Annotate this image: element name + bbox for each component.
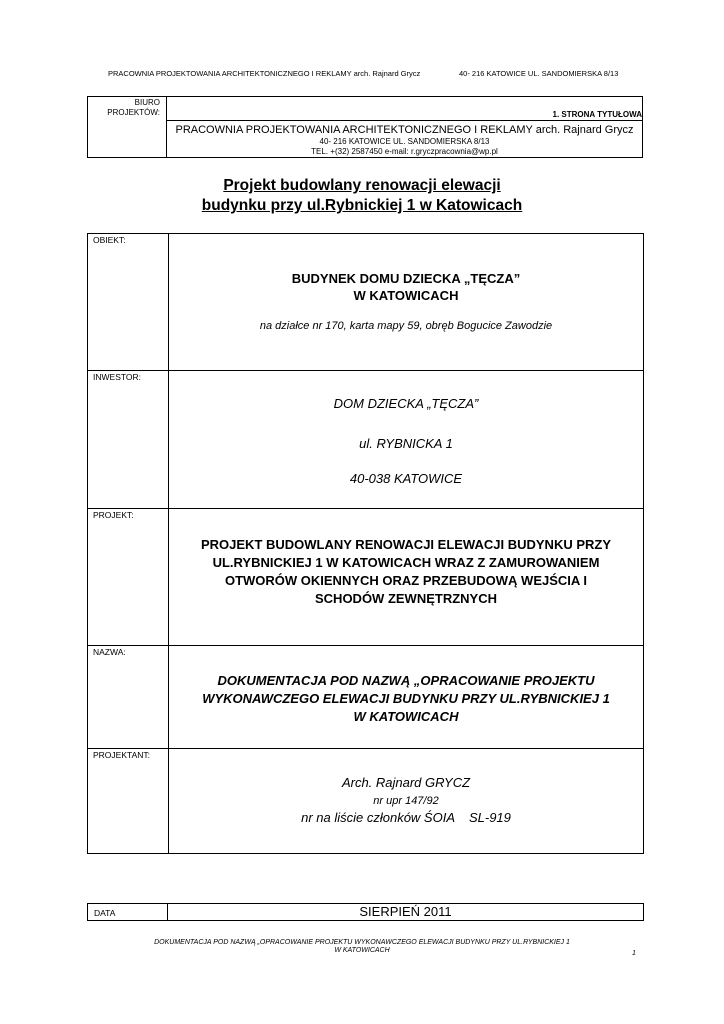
document-title-line1: Projekt budowlany renowacji elewacji [223,177,501,194]
nazwa-line2: WYKONAWCZEGO ELEWACJI BUDYNKU PRZY UL.RYBNICKIEJ 1 [202,691,610,706]
projektant-license: nr upr 147/92 [373,795,439,807]
bureau-table [87,96,643,158]
bureau-label-line1: BIURO [134,98,160,107]
nazwa-line3: W KATOWICACH [353,709,459,724]
footer-line2: W KATOWICACH [334,947,390,954]
obiekt-line2: W KATOWICACH [353,288,459,303]
inwestor-name: DOM DZIECKA „TĘCZA” [333,396,479,411]
projekt-line1: PROJEKT BUDOWLANY RENOWACJI ELEWACJI BUDYNKU PRZY [200,537,611,552]
date-label: DATA [94,908,116,918]
row-divider [88,508,643,509]
header-firm: PRACOWNIA PROJEKTOWANIA ARCHITEKTONICZNEGO I REKLAMY arch. Rajnard Grycz [108,69,421,78]
row-divider [88,370,643,371]
footer-line1: DOKUMENTACJA POD NAZWĄ „OPRACOWANIE PROJEKTU WYKONAWCZEGO ELEWACJI BUDYNKU PRZY UL.RYBNICKIEJ 1 [154,939,570,946]
inwestor-label: INWESTOR: [93,372,142,382]
bureau-label-line2: PROJEKTÓW: [107,108,160,117]
bureau-address: 40- 216 KATOWICE UL. SANDOMIERSKA 8/13 [319,137,490,146]
bureau-divider [167,120,642,121]
obiekt-line1: BUDYNEK DOMU DZIECKA „TĘCZA” [291,271,521,286]
obiekt-label: OBIEKT: [93,235,126,245]
projekt-label: PROJEKT: [93,510,134,520]
projekt-line3: OTWORÓW OKIENNYCH ORAZ PRZEBUDOWĄ WEJŚCIA I [224,573,588,588]
projekt-line2: UL.RYBNICKIEJ 1 W KATOWICACH WRAZ Z ZAMUROWANIEM [212,555,600,570]
obiekt-location: na działce nr 170, karta mapy 59, obręb Bogucice Zawodzie [259,320,553,332]
bureau-label-cell [88,97,167,157]
projektant-label: PROJEKTANT: [93,750,150,760]
projektant-name: Arch. Rajnard GRYCZ [341,775,471,790]
page-number: 1 [632,950,636,957]
main-table [87,233,644,854]
bureau-label [85,98,160,118]
inwestor-street: ul. RYBNICKA 1 [359,436,453,451]
bureau-firm: PRACOWNIA PROJEKTOWANIA ARCHITEKTONICZNEGO I REKLAMY arch. Rajnard Grycz [175,124,634,136]
row-divider [88,645,643,646]
projektant-membership: nr na liście członków ŚOIA SL-919 [301,810,511,825]
bureau-contact: TEL. +(32) 2587450 e-mail: r.gryczpracownia@wp.pl [311,147,498,156]
date-value: SIERPIEŃ 2011 [359,904,452,919]
nazwa-line1: DOKUMENTACJA POD NAZWĄ „OPRACOWANIE PROJEKTU [217,673,595,688]
page-section-title: 1. STRONA TYTUŁOWA [552,110,642,119]
row-divider [88,748,643,749]
inwestor-city: 40-038 KATOWICE [349,471,463,486]
nazwa-label: NAZWA: [93,647,126,657]
date-label-cell [88,904,168,920]
date-table [87,903,644,921]
document-title-line2: budynku przy ul.Rybnickiej 1 w Katowicach [201,197,523,214]
header-address: 40- 216 KATOWICE UL. SANDOMIERSKA 8/13 [459,69,619,78]
projekt-line4: SCHODÓW ZEWNĘTRZNYCH [315,591,497,606]
